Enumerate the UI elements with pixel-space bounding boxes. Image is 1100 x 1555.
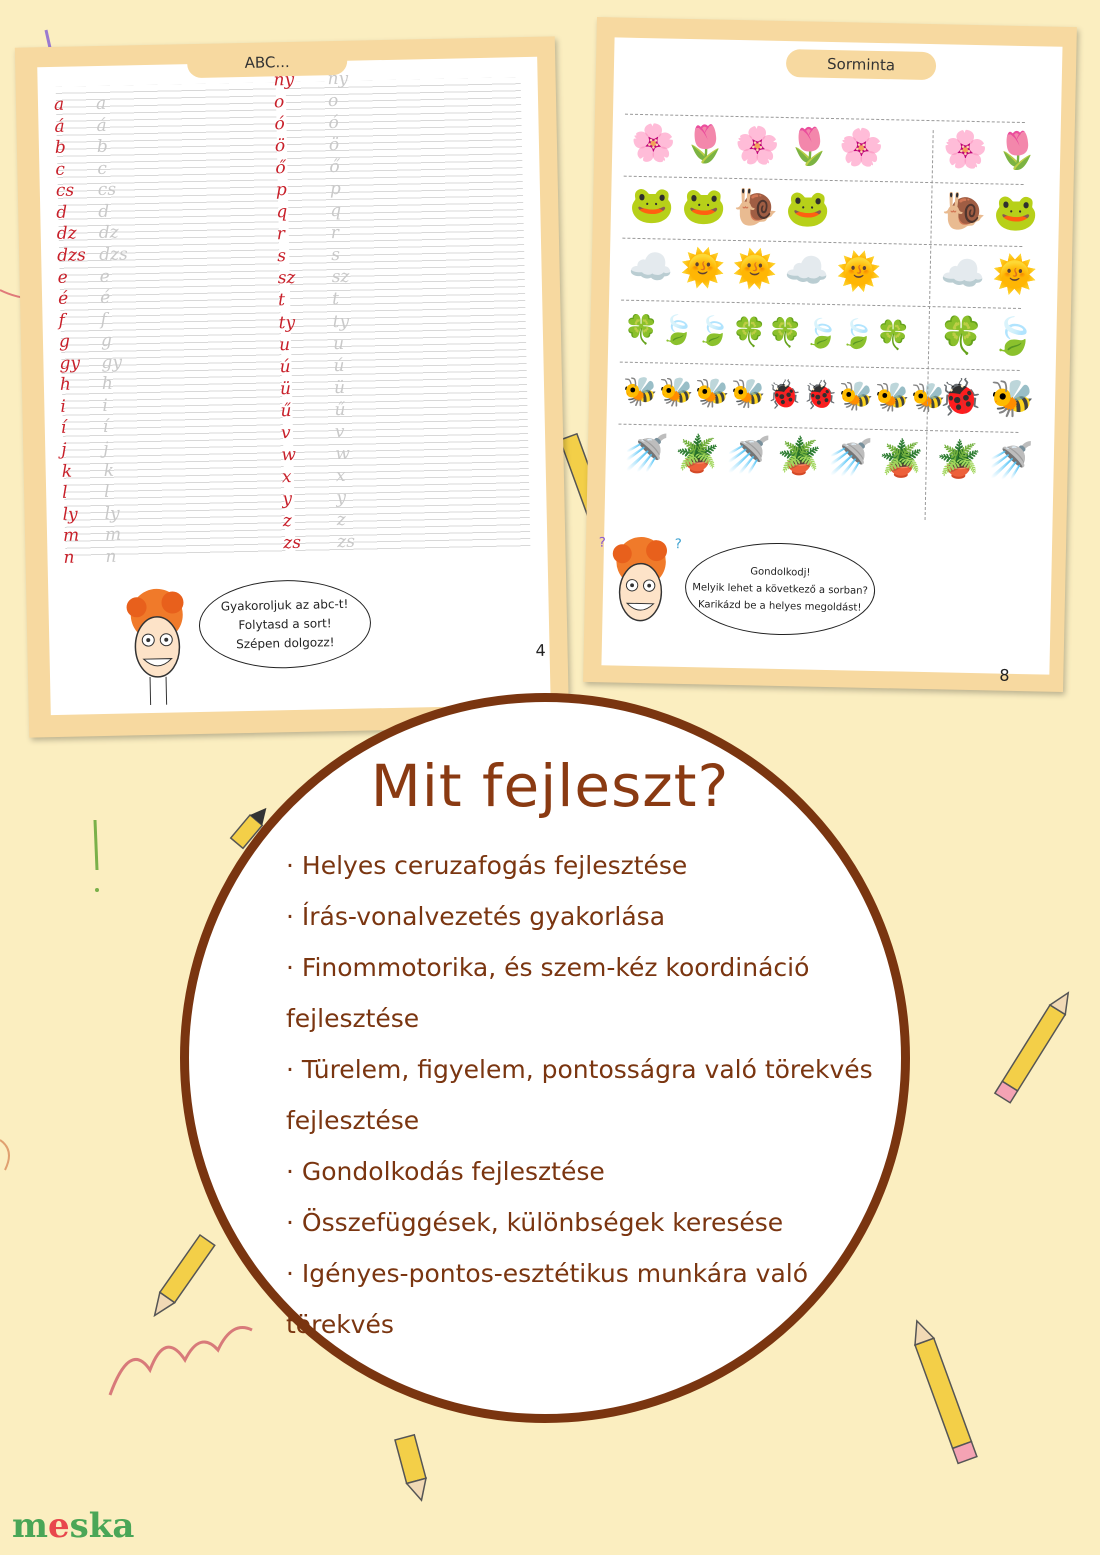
brand-prefix: m	[12, 1506, 48, 1546]
pencil-icon	[995, 988, 1076, 1103]
answer-option-icon[interactable]: 🌷	[994, 130, 1041, 173]
trace-letter: ő	[329, 157, 340, 178]
pattern-picture-icon: 🪴	[674, 433, 721, 476]
letter: n	[63, 547, 75, 568]
letter: m	[62, 525, 80, 547]
pattern-picture-icon: ☁️	[627, 246, 674, 289]
answer-cells	[929, 437, 1034, 485]
trace-letter: ö	[328, 135, 340, 156]
trace-letter: f	[100, 309, 108, 330]
letter: r	[276, 224, 286, 245]
letter: ó	[274, 114, 285, 135]
trace-letter: p	[329, 179, 341, 200]
trace-letter: d	[98, 201, 110, 222]
letter: w	[281, 444, 297, 466]
pattern-picture-icon: 🐝	[910, 380, 946, 415]
pattern-picture-icon: 🍃	[803, 316, 840, 351]
trace-letter: u	[332, 333, 345, 354]
benefit-item: fejlesztése	[286, 1004, 420, 1033]
pattern-picture-icon: 🍃	[839, 317, 876, 351]
brand-accent: e	[47, 1506, 70, 1546]
letter: cs	[55, 180, 75, 202]
pattern-picture-icon: 🐝	[622, 374, 658, 409]
letter: d	[56, 202, 68, 223]
answer-option-icon[interactable]: ☁️	[939, 253, 986, 296]
letter: f	[58, 310, 66, 331]
pattern-picture-icon: 🌞	[679, 247, 726, 290]
letter: gy	[59, 353, 81, 374]
sequence-cells	[619, 369, 946, 421]
letter: í	[60, 418, 67, 439]
sequence-cells	[620, 307, 927, 359]
pattern-picture-icon: 🐞	[766, 377, 802, 412]
letter: c	[55, 159, 66, 180]
trace-letter: e	[99, 266, 110, 287]
letter: dzs	[56, 245, 86, 266]
trace-letter: j	[103, 438, 109, 459]
answer-option-icon[interactable]: 🐝	[989, 378, 1035, 421]
pattern-picture-icon: 🐝	[658, 375, 694, 410]
trace-letter: b	[96, 136, 109, 158]
trace-letter: i	[102, 395, 108, 416]
answer-cells	[932, 313, 1037, 361]
benefit-item: · Finommotorika, és szem-kéz koordináció	[286, 953, 810, 982]
pattern-picture-icon: 🐝	[694, 376, 730, 410]
pattern-picture-icon: 🍀	[623, 312, 660, 347]
pattern-picture-icon: 🍀	[875, 317, 912, 352]
trace-letter: ny	[327, 68, 349, 90]
answer-option-icon[interactable]: 🌸	[942, 129, 989, 172]
letter: y	[282, 488, 293, 510]
pattern-picture-icon: 🪴	[878, 438, 925, 480]
page-number: 8	[999, 665, 1010, 685]
pattern-picture-icon: 🌸	[734, 124, 781, 167]
trace-letter: ű	[334, 399, 346, 420]
answer-option-icon[interactable]: 🌞	[991, 254, 1038, 297]
letter: t	[277, 290, 286, 311]
kid-face-icon	[592, 529, 690, 656]
pattern-row	[617, 424, 1034, 491]
letter: ö	[274, 136, 286, 157]
trace-letter: á	[96, 115, 107, 136]
letter: p	[275, 180, 287, 201]
answer-cells	[931, 375, 1036, 423]
sequence-cells	[621, 245, 928, 297]
pattern-picture-icon: 🌷	[682, 123, 729, 166]
letter: sz	[277, 268, 296, 289]
pencil-icon	[147, 1235, 215, 1321]
trace-letter: s	[331, 245, 341, 266]
letter: a	[53, 94, 65, 115]
bubble-line: Karikázd be a helyes megoldást!	[697, 598, 862, 614]
benefit-item: · Türelem, figyelem, pontosságra való törekvés	[286, 1055, 873, 1084]
answer-cells	[936, 127, 1041, 175]
pattern-picture-icon: 🍃	[695, 314, 732, 348]
letter: ty	[278, 312, 296, 333]
letter: e	[57, 267, 68, 288]
trace-letter: y	[336, 487, 347, 508]
trace-letter: t	[331, 289, 340, 310]
pattern-picture-icon: 🐸	[629, 184, 675, 227]
trace-letter: l	[103, 481, 110, 503]
ruled-lines-right	[286, 77, 531, 552]
pattern-rows	[616, 110, 1041, 528]
benefit-item: fejlesztése	[286, 1106, 420, 1135]
sheet-title: ABC...	[187, 47, 348, 78]
pattern-worksheet	[583, 17, 1077, 692]
letter: ő	[275, 158, 286, 179]
letter: o	[273, 92, 285, 113]
pattern-picture-icon: 🪴	[776, 435, 823, 478]
pattern-row	[622, 176, 1039, 243]
trace-letter: m	[104, 524, 122, 546]
benefit-item: · Írás-vonalvezetés gyakorlása	[286, 902, 666, 931]
trace-letter: gy	[101, 352, 123, 373]
pattern-picture-icon: 🌞	[835, 251, 882, 294]
page-number: 4	[535, 640, 546, 660]
trace-letter: zs	[337, 531, 356, 553]
answer-option-icon[interactable]: 🐞	[937, 377, 983, 420]
letter: zs	[283, 532, 302, 554]
pattern-row	[620, 300, 1037, 367]
answer-option-icon[interactable]: 🪴	[935, 439, 982, 482]
trace-letter: k	[103, 460, 115, 481]
pattern-row	[619, 362, 1035, 429]
letter: z	[282, 510, 292, 532]
benefit-item: · Gondolkodás fejlesztése	[286, 1157, 605, 1186]
trace-letter: n	[105, 546, 117, 567]
trace-letter: ty	[332, 311, 350, 332]
letter: ű	[280, 400, 292, 421]
sequence-cells	[617, 431, 924, 483]
letter: h	[59, 374, 72, 396]
bubble-line: Melyik lehet a következő a sorban?	[692, 581, 868, 597]
trace-letter: ó	[328, 113, 339, 134]
trace-letter: ly	[104, 503, 120, 524]
trace-letter: r	[330, 223, 340, 244]
letter: u	[278, 334, 291, 355]
trace-letter: a	[95, 93, 107, 115]
pattern-picture-icon: 🚿	[827, 436, 874, 479]
trace-letter: ú	[333, 355, 345, 376]
letter: ú	[279, 356, 291, 377]
bubble-line: Gyakoroljuk az abc-t!	[220, 596, 349, 614]
pattern-picture-icon: 🍀	[767, 315, 804, 350]
letter: v	[280, 422, 291, 443]
letter: q	[276, 202, 288, 223]
pattern-picture-icon: 🌸	[630, 122, 677, 165]
pattern-picture-icon: 🌞	[731, 248, 778, 291]
benefit-item: · Igényes-pontos-esztétikus munkára való	[286, 1259, 809, 1288]
trace-letter: w	[335, 443, 351, 464]
pattern-row	[621, 238, 1038, 305]
answer-option-icon[interactable]: 🚿	[987, 440, 1034, 483]
benefit-item: törekvés	[286, 1310, 394, 1339]
pattern-picture-icon: 🌸	[838, 127, 885, 170]
letter: ly	[62, 504, 78, 525]
sequence-cells	[623, 183, 930, 235]
pattern-picture-icon: 🌷	[786, 126, 833, 168]
letter: dz	[56, 223, 77, 245]
trace-letter: í	[102, 417, 109, 438]
pattern-picture-icon: ☁️	[783, 250, 830, 292]
answer-option-icon[interactable]: 🍀	[938, 315, 985, 358]
trace-letter: cs	[97, 179, 117, 201]
pencil-icon	[907, 1317, 976, 1463]
pattern-picture-icon: 🚿	[725, 434, 772, 477]
pattern-picture-icon: 🍀	[731, 314, 768, 349]
benefit-list	[286, 840, 873, 1350]
pattern-picture-icon: 🐞	[802, 378, 838, 413]
trace-letter: h	[101, 374, 114, 395]
pattern-picture-icon: 🍃	[659, 313, 696, 348]
bubble-line: Gondolkodj!	[750, 565, 811, 579]
trace-letter: q	[330, 201, 342, 222]
pencil-icon	[395, 1435, 431, 1503]
pattern-picture-icon: 🐝	[838, 379, 874, 413]
pattern-picture-icon: 🐸	[785, 188, 831, 230]
letter: i	[60, 396, 67, 417]
letter: l	[61, 482, 68, 503]
letter: é	[57, 288, 69, 309]
pattern-picture-icon: 🐝	[874, 379, 910, 414]
letter: ny	[273, 69, 295, 91]
sheet-title: Sorminta	[786, 49, 937, 80]
trace-letter: é	[99, 287, 111, 309]
trace-letter: sz	[331, 267, 350, 288]
pattern-row	[624, 114, 1041, 181]
bubble-line: Folytasd a sort!	[238, 615, 332, 632]
trace-letter: ü	[333, 377, 346, 398]
main-title: Mit fejleszt?	[370, 752, 730, 820]
letter: j	[61, 439, 67, 460]
trace-letter: z	[336, 509, 346, 531]
letter: á	[54, 116, 65, 137]
letter: k	[61, 461, 73, 482]
trace-letter: dz	[98, 222, 119, 244]
pattern-picture-icon: 🚿	[623, 432, 670, 475]
trace-letter: v	[334, 421, 345, 442]
letter: ü	[279, 378, 292, 399]
letter: x	[281, 466, 292, 488]
trace-letter: g	[100, 330, 113, 352]
svg-text:?: ?	[598, 535, 606, 551]
kid-face-icon	[106, 584, 209, 711]
answer-option-icon[interactable]: 🍃	[990, 316, 1037, 359]
sequence-cells	[624, 121, 931, 173]
pattern-picture-icon: 🐸	[681, 185, 727, 228]
pattern-picture-icon: 🐌	[733, 186, 779, 229]
brand-logo	[12, 1506, 134, 1546]
letter: g	[58, 331, 71, 353]
letter: s	[277, 246, 287, 267]
brand-suffix: ska	[69, 1506, 135, 1546]
letter: b	[54, 137, 67, 159]
bubble-line: Szépen dolgozz!	[236, 634, 335, 651]
abc-worksheet	[15, 36, 569, 737]
benefit-item: · Összefüggések, különbségek keresése	[286, 1208, 784, 1237]
trace-letter: c	[97, 158, 108, 179]
answer-cells	[933, 251, 1038, 299]
answer-option-icon[interactable]: 🐸	[993, 192, 1039, 235]
trace-letter: o	[327, 91, 339, 112]
pattern-picture-icon: 🐝	[730, 376, 766, 411]
answer-option-icon[interactable]: 🐌	[941, 191, 987, 234]
trace-letter: x	[335, 465, 346, 486]
svg-text:?: ?	[674, 537, 682, 553]
answer-cells	[935, 189, 1040, 237]
benefit-item: · Helyes ceruzafogás fejlesztése	[286, 851, 688, 880]
trace-letter: dzs	[98, 244, 128, 265]
